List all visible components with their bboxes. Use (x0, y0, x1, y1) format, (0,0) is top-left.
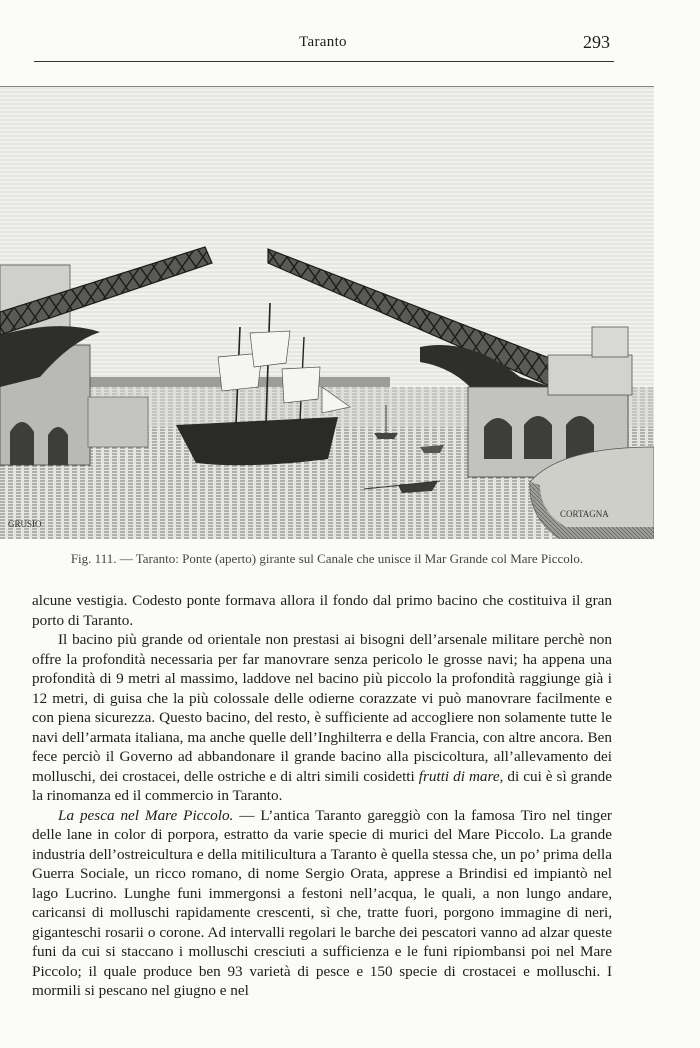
paragraph-3 (32, 806, 612, 1001)
paragraph-2-text-a: Il bacino più grande od orientale non prestasi ai bisogni dell’arsenale militare perchè non offre la profondità necessaria per far manovrare senza pericolo le grosse navi; ha appena una profondità di 9 metri al massimo, laddove nel bacino più piccolo la profondità raggiunge già i 12 metri, di guisa che la più colossale delle odierne corazzate vi può manovrare facilmente e con piena sicurezza. Questo bacino, del resto, è sufficiente ad accogliere non solamente tutte le navi dell’armata italiana, ma anche quelle dell’Inghilterra e della Francia, con altre ancora. Ben fece perciò il Governo ad abbandonare il grande bacino alla piscicoltura, all’allevamento dei molluschi, dei crostacei, delle ostriche e di altri simili cosidetti (32, 631, 612, 785)
page-number: 293 (583, 32, 610, 52)
bridge-engraving (0, 86, 654, 539)
header-title: Taranto (299, 34, 347, 50)
engraver-signature-right: CORTAGNA (560, 509, 609, 519)
paragraph-2-text-b: , di cui è sì grande la rinomanza ed il commercio in Taranto. (32, 767, 612, 804)
paragraph-1: alcune vestigia. Codesto ponte formava allora il fondo dal primo bacino che costituiva il gran porto di Taranto. (32, 592, 612, 629)
engraver-signature-left: GRUSIO (8, 519, 42, 529)
body-text (32, 591, 612, 1001)
running-header (34, 30, 612, 60)
header-rule (34, 61, 614, 62)
frutti-di-mare-italic: frutti di mare (418, 767, 500, 785)
paragraph-2 (32, 630, 612, 806)
paragraph-3-text: — L’antica Taranto gareggiò con la famosa Tiro nel tinger delle lane in color di porpora, estratto da varie specie di murici del Mare Piccolo. La grande industria dell’ostreicultura e della mitilicultura a Taranto è quella stessa che, un po’ prima della Guerra Sociale, un ricco romano, di nome Sergio Orata, apprese a Brindisi ed impiantò nel lago Lucrino. Lunghe funi immergonsi a festoni nell’acqua, le quali, a non lungo andare, caricansi di molluschi rapidamente crescenti, sì che, tratte fuori, porgono immagine di neri, giganteschi rosarii o corone. Ad intervalli regolari le barche dei pescatori vanno ad alzar queste funi da cui si staccano i molluschi cresciuti a sufficienza e le funi ripiombansi poi nel Mare Piccolo; il quale produce ben 93 varietà di pesce e 150 specie di crostacei e molluschi. I mormili si pescano nel giugno e nel (32, 806, 612, 999)
section-heading-italic: La pesca nel Mare Piccolo. (58, 806, 234, 824)
figure-caption: Fig. 111. — Taranto: Ponte (aperto) girante sul Canale che unisce il Mar Grande col Mare Piccolo. (70, 551, 584, 566)
